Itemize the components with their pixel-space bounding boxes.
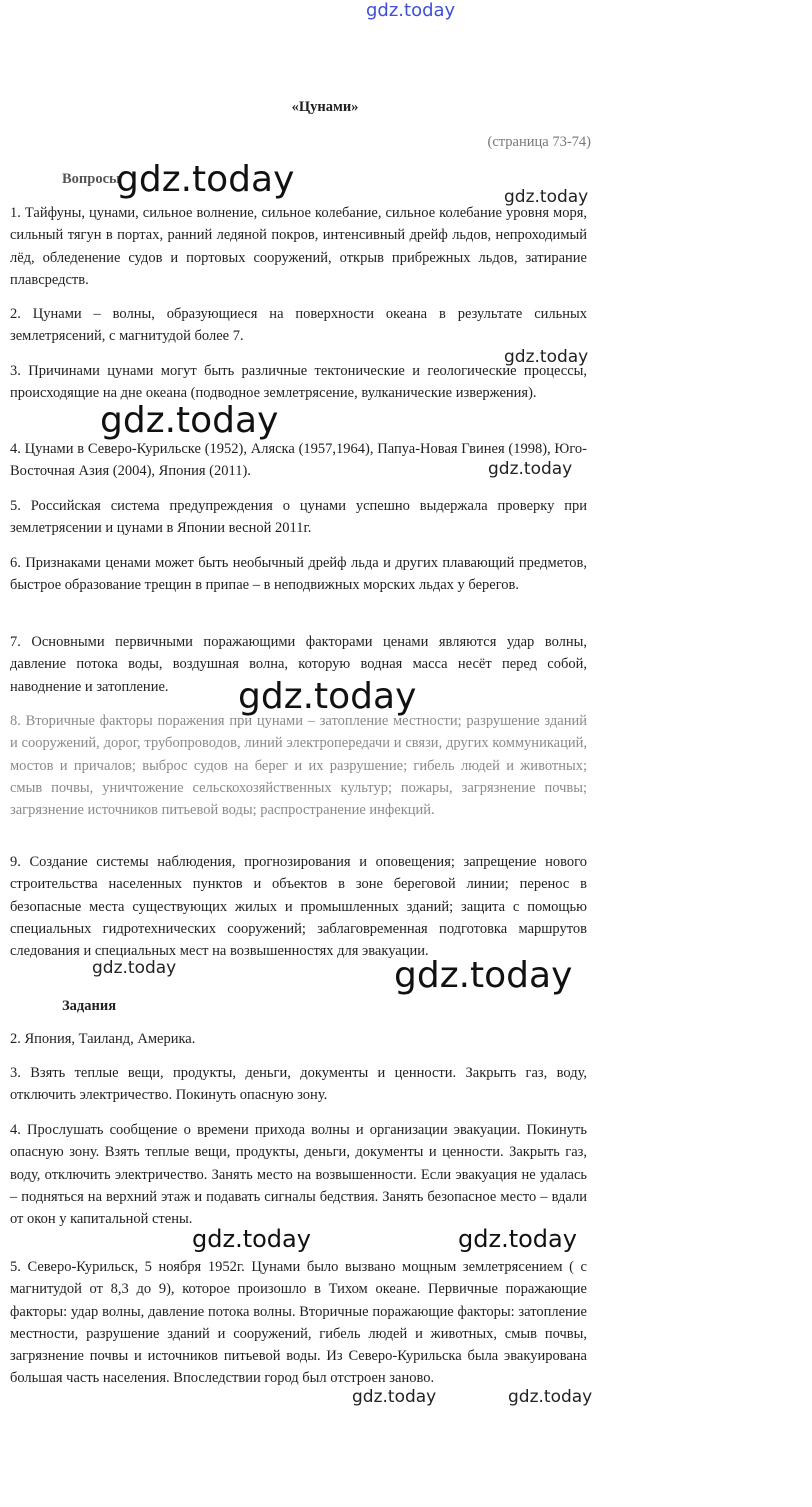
site-watermark: gdz.today xyxy=(488,459,573,479)
document-title: «Цунами» xyxy=(291,99,359,115)
task-3: 3. Взять теплые вещи, продукты, деньги, документы и ценности. Закрыть газ, воду, отключить электричество. Покинуть опасную зону. xyxy=(10,1065,587,1104)
task-2: 2. Япония, Таиланд, Америка. xyxy=(10,1031,196,1047)
question-5: 5. Российская система предупреждения о цунами успешно выдержала проверку при землетрясении и цунами в Японии весной 2011г. xyxy=(10,498,587,537)
task-4: 4. Прослушать сообщение о времени прихода волны и организации эвакуации. Покинуть опасную зону. Взять теплые вещи, продукты, деньги, документы и ценности. Закрыть газ, воду, отключить электричество. Занять место на возвышенности. Если эвакуация не удалась – подняться на верхний этаж и подавать сигналы бедствия. Занять безопасное место – вдали от окон у капитальной стены. xyxy=(10,1122,587,1228)
question-4: 4. Цунами в Северо-Курильске (1952), Аляска (1957,1964), Папуа-Новая Гвинея (1998), Юго-Восточная Азия (2004), Япония (2011). xyxy=(10,441,587,480)
site-watermark: gdz.today xyxy=(92,958,177,978)
questions-heading: Вопросы xyxy=(62,171,121,187)
question-2: 2. Цунами – волны, образующиеся на поверхности океана в результате сильных землетрясений, с магнитудой более 7. xyxy=(10,306,587,345)
pages-note: (страница 73-74) xyxy=(487,134,591,150)
site-watermark: gdz.today xyxy=(192,1225,311,1253)
site-watermark: gdz.today xyxy=(504,347,589,367)
site-watermark: gdz.today xyxy=(352,1387,437,1407)
site-watermark: gdz.today xyxy=(238,676,417,717)
question-8: 8. Вторичные факторы поражения при цунами – затопление местности; разрушение зданий и сооружений, дорог, трубопроводов, линий электропередачи и связи, других коммуникаций, мостов и причалов; выброс судов на берег и их разрушение; гибель людей и животных; смыв почвы, уничтожение сельскохозяйственных культур; пожары, загрязнение почвы; загрязнение источников питьевой воды; распространение инфекций. xyxy=(10,713,587,819)
site-watermark: gdz.today xyxy=(458,1225,577,1253)
task-5: 5. Северо-Курильск, 5 ноября 1952г. Цунами было вызвано мощным землетрясением ( с магнитудой от 8,3 до 9), которое произошло в Тихом океане. Первичные поражающие факторы: удар волны, давление потока волны. Вторичные поражающие факторы: затопление местности, разрушение зданий и сооружений, гибель людей и животных, смыв почвы, загрязнение почвы и источников питьевой воды. Из Северо-Курильска была эвакуирована большая часть населения. Впоследствии город был отстроен заново. xyxy=(10,1259,587,1387)
site-watermark: gdz.today xyxy=(116,159,295,200)
question-9: 9. Создание системы наблюдения, прогнозирования и оповещения; запрещение нового строительства населенных пунктов и объектов в зоне береговой линии; перенос в безопасные места существующих жилых и промышленных зданий; защита с помощью специальных гидротехнических сооружений; заблаговременная подготовка маршрутов следования и специальных мест на возвышенностях для эвакуации. xyxy=(10,854,587,960)
question-7: 7. Основными первичными поражающими факторами ценами являются удар волны, давление потока воды, воздушная волна, которую водная масса несёт перед собой, наводнение и затопление. xyxy=(10,634,587,695)
question-6: 6. Признаками ценами может быть необычный дрейф льда и других плавающий предметов, быстрое образование трещин в припае – в неподвижных морских льдах у берегов. xyxy=(10,555,587,594)
question-3: 3. Причинами цунами могут быть различные тектонические и геологические процессы, происходящие на дне океана (подводное землетрясение, вулканические извержения). xyxy=(10,363,587,402)
site-watermark: gdz.today xyxy=(504,187,589,207)
site-watermark: gdz.today xyxy=(394,955,573,996)
question-1: 1. Тайфуны, цунами, сильное волнение, сильное колебание, сильное колебание уровня моря, сильный тягун в портах, ранний ледяной покров, интенсивный дрейф льдов, непроходимый лёд, обледенение судов и портовых сооружений, открыв прибрежных льдов, затирание плавсредств. xyxy=(10,205,587,288)
site-watermark: gdz.today xyxy=(508,1387,593,1407)
site-watermark-top: gdz.today xyxy=(366,0,456,21)
tasks-heading: Задания xyxy=(62,998,117,1014)
site-watermark: gdz.today xyxy=(100,400,279,441)
